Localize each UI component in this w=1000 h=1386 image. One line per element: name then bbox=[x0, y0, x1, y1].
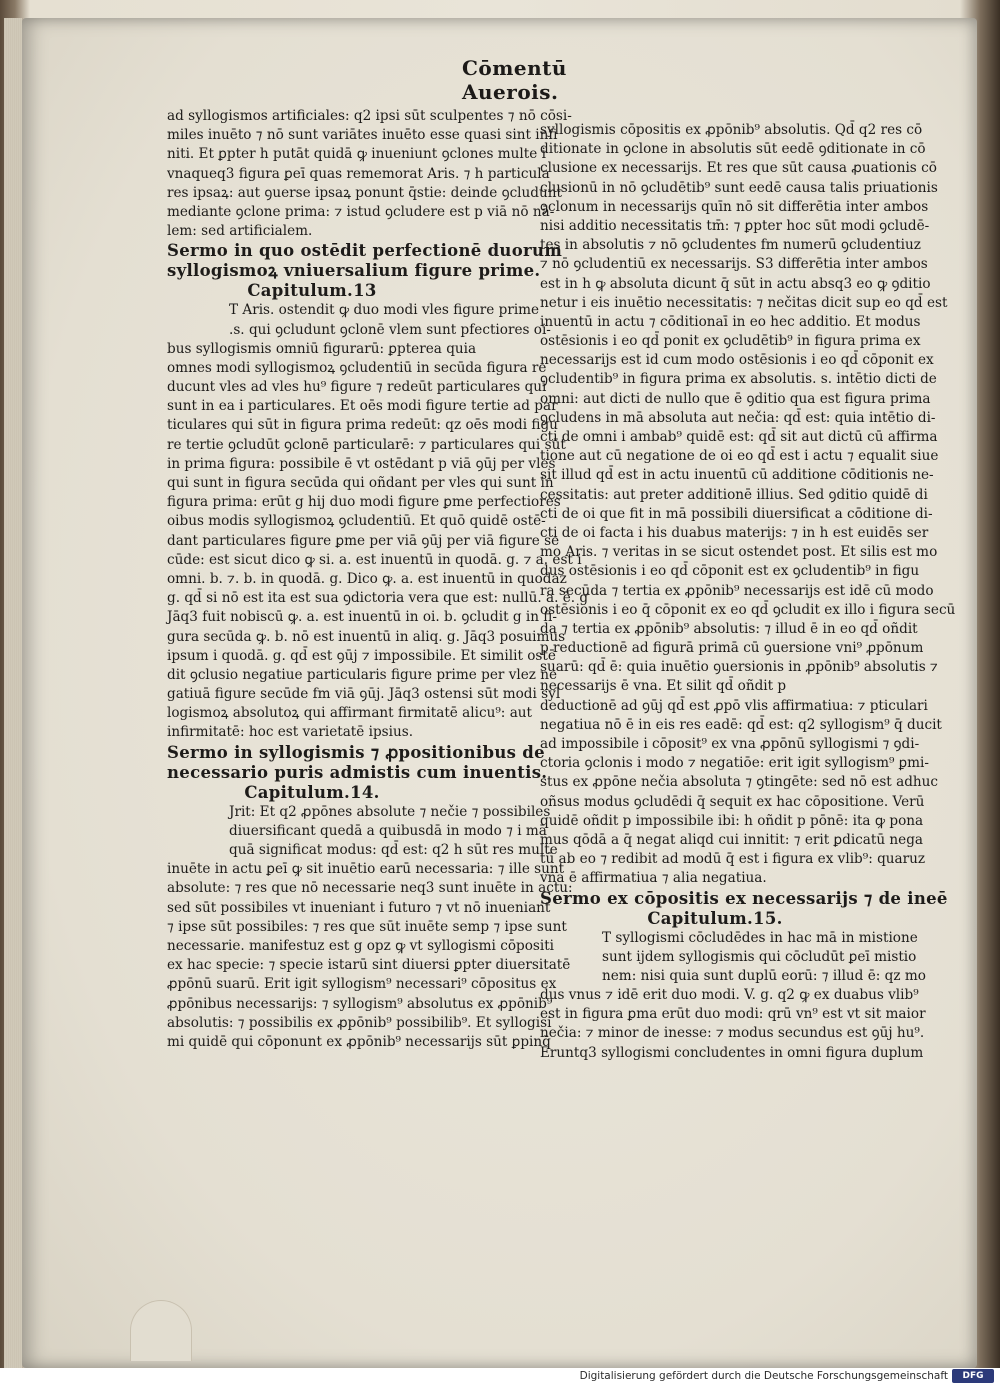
text-line: tione aut cū negatione de oi eo qd̄ est i actu ⁊ equalit siue bbox=[540, 448, 939, 465]
text-line: diuersificant quedā a quibusdā in modo ⁊ i mā bbox=[229, 822, 547, 839]
text-line: ꝯcludens in mā absoluta aut nečia: qd̄ est: quia intētio di- bbox=[540, 409, 936, 426]
text-line: mus qōdā a q̄ negat aliqd cui innitit: ⁊ erit ꝑdicatū nega bbox=[540, 831, 924, 848]
text-line: ostēsionis i eo qd̄ ponit ex ꝯcludētib⁹ in figura prima ex bbox=[540, 333, 921, 350]
text-line: g. qd̄ si nō est ita est sua ꝯdictoria vera que est: nullū. a. ē. g bbox=[167, 590, 589, 607]
text-line: mi quidē qui cōponunt ex ꝓpōnib⁹ necessarijs sūt ꝑpinq̄ bbox=[167, 1033, 551, 1050]
text-line: cti de oi que fit in mā possibili diuersificat a cōditione di- bbox=[540, 505, 933, 522]
text-line: dit ꝯclusio negatiue particularis figure prime per vlez ne bbox=[167, 666, 558, 683]
text-line: T Aris. ostendit ꝙ duo modi vles figure prime bbox=[229, 302, 540, 319]
text-line: quidē oñdit p impossibile ibi: h oñdit p pōnē: ita ꝙ pona bbox=[540, 812, 924, 829]
section-heading-line: Sermo in syllogismis ⁊ ꝓpositionibus de bbox=[167, 742, 545, 762]
text-line: deductionē ad ꝯūj qd̄ est ꝓpō vlis affirmatiua: ⁊ pticulari bbox=[540, 697, 928, 714]
text-line: figura prima: erūt g hij duo modi figure ꝑme perfectiores bbox=[167, 494, 561, 511]
text-line: inuēte in actu ꝑeī ꝙ sit inuētio earū necessaria: ⁊ ille sunt bbox=[167, 861, 565, 878]
text-line: nečia: ⁊ minor de inesse: ⁊ modus secundus est ꝯūj hu⁹. bbox=[540, 1025, 925, 1042]
chapter-label: Capitulum.14. bbox=[244, 782, 380, 802]
text-line: Jrit: Et q2 ꝓpōnes absolute ⁊ nečie ⁊ possibiles bbox=[229, 803, 551, 820]
text-line: ꝯclonum in necessarijs quīn nō sit differētia inter ambos bbox=[540, 198, 929, 215]
text-line: necessarijs est id cum modo ostēsionis i eo qd̄ cōponit ex bbox=[540, 352, 934, 369]
text-line: stus ex ꝓpōne nečia absoluta ⁊ ꝯtingēte: sed nō est adhuc bbox=[540, 774, 939, 791]
text-line: niti. Et ꝑpter h putāt quidā ꝙ inueniunt ꝯclones multe i bbox=[167, 146, 546, 163]
text-line: est in h ꝙ absoluta dicunt q̄ sūt in actu absq3 eo ꝙ ꝯditio bbox=[540, 275, 931, 292]
section-heading-line: Sermo in quo ostēdit perfectionē duorum bbox=[167, 241, 563, 261]
section-heading-line: Sermo ex cōpositis ex necessarijs ⁊ de ineē bbox=[540, 888, 948, 908]
text-line: Jāq3 fuit nobiscū ꝙ. a. est inuentū in oi. b. ꝯcludit g in fi- bbox=[167, 609, 557, 626]
text-line: dus vnus ⁊ idē erit duo modi. V. g. q2 ꝙ ex duabus vlib⁹ bbox=[540, 987, 919, 1004]
text-line: logismoꝝ absolutoꝝ qui affirmant firmitatē alicu⁹: aut bbox=[167, 705, 533, 722]
text-line: ctoria ꝯclonis i modo ⁊ negatiōe: erit igit syllogism⁹ ꝑmi- bbox=[540, 755, 929, 772]
text-line: lem: sed artificialem. bbox=[167, 223, 313, 240]
text-line: oibus modis syllogismoꝝ ꝯcludentiū. Et quō quidē ostē- bbox=[167, 513, 546, 530]
text-line: sunt ijdem syllogismis qui cōcludūt ꝑeī mistio bbox=[602, 948, 917, 965]
text-line: suarū: qd̄ ē: quia inuētio ꝯuersionis in ꝓpōnib⁹ absolutis ⁊ bbox=[540, 659, 938, 676]
text-line: ad syllogismos artificiales: q2 ipsi sūt sculpentes ⁊ nō cōsi- bbox=[167, 108, 572, 124]
right-paragraph-2 bbox=[540, 929, 926, 1063]
text-line: necessarijs ē vna. Et silit qd̄ oñdit p bbox=[540, 678, 787, 695]
text-line: cti de oi facta i his duabus materijs: ⁊ in h est euidēs ser bbox=[540, 524, 929, 541]
text-line: p reductionē ad figurā primā cū ꝯuersione vni⁹ ꝓpōnum bbox=[540, 640, 924, 657]
text-line: absolute: ⁊ res que nō necessarie neq3 sunt inuēte in actu: bbox=[167, 880, 573, 897]
text-line: sed sūt possibiles vt inueniant i futuro ⁊ vt nō inueniant bbox=[167, 899, 551, 916]
text-line: necessarie. manifestuz est g opz ꝙ vt syllogismi cōpositi bbox=[167, 937, 555, 954]
text-line: omni: aut dicti de nullo que ē ꝯditio qua est figura prima bbox=[540, 390, 931, 407]
text-line: ostēsionis i eo q̄ cōponit ex eo qd̄ ꝯcludit ex illo i figura secū bbox=[540, 601, 956, 618]
text-line: tes in absolutis ⁊ nō ꝯcludentes fm numerū ꝯcludentiuz bbox=[540, 237, 921, 254]
text-line: res ipsaꝝ: aut ꝯuerse ipsaꝝ ponunt q̄stie: deinde ꝯcludunt bbox=[167, 184, 562, 201]
funding-credit: Digitalisierung gefördert durch die Deutsche Forschungsgemeinschaft bbox=[579, 1370, 948, 1382]
text-line: bus syllogismis omniū figurarū: ꝑpterea quia bbox=[167, 340, 477, 357]
text-line: qui sunt in figura secūda qui oñdant per vles qui sunt in bbox=[167, 475, 554, 491]
text-line: omnes modi syllogismoꝝ ꝯcludentiū in secūda figura re bbox=[167, 359, 547, 376]
text-line: dant particulares figure ꝑme per viā ꝯūj per viā figure se bbox=[167, 532, 560, 549]
text-line: absolutis: ⁊ possibilis ex ꝓpōnib⁹ possibilib⁹. Et syllogisi bbox=[167, 1014, 552, 1031]
text-line: ducunt vles ad vles hu⁹ figure ⁊ redeūt particulares qui bbox=[167, 379, 547, 396]
text-line: nisi additio necessitatis tm̄: ⁊ ꝑpter hoc sūt modi ꝯcludē- bbox=[540, 217, 930, 234]
text-line: ⁊ ipse sūt possibiles: ⁊ res que sūt inuēte semp ⁊ ipse sunt bbox=[167, 918, 567, 935]
text-line: inuentū in actu ⁊ cōditionaī in eo hec additio. Et modus bbox=[540, 313, 921, 330]
text-line: clusione ex necessarijs. Et res que sūt causa ꝓuationis cō bbox=[540, 160, 937, 177]
text-line: omni. b. ⁊. b. in quodā. g. Dico ꝙ. a. est inuentū in quodaz bbox=[167, 570, 567, 587]
text-line: gatiuā figure secūde fm viā ꝯūj. Jāq3 ostensi sūt modi syl bbox=[167, 686, 561, 703]
text-line: re tertie ꝯcludūt ꝯclonē particularē: ⁊ particulares qui sūt bbox=[167, 436, 566, 453]
text-line: ꝯcludentib⁹ in figura prima ex absolutis. s. intētio dicti de bbox=[540, 371, 937, 388]
text-line: vnaqueq3 figura ꝑeī quas rememorat Aris. ⁊ h particula bbox=[167, 165, 550, 182]
text-line: mo Aris. ⁊ veritas in se sicut ostendet post. Et silis est mo bbox=[540, 544, 938, 561]
text-line: .s. qui ꝯcludunt ꝯclonē vlem sunt pfectiores oi- bbox=[229, 321, 551, 338]
left-paragraph-1 bbox=[167, 107, 572, 241]
right-paragraph-1 bbox=[540, 121, 956, 889]
text-line: cūde: est sicut dico ꝙ si. a. est inuentū in quodā. g. ⁊ a. est i bbox=[167, 551, 582, 568]
running-head: Cōmentū Auerois. bbox=[462, 56, 567, 104]
right-column bbox=[540, 121, 956, 1063]
text-line: tū ab eo ⁊ redibit ad modū q̄ est i figura ex vlib⁹: quaruz bbox=[540, 851, 926, 868]
text-line: clusionū in nō ꝯcludētib⁹ sunt eedē causa talis priuationis bbox=[540, 179, 938, 196]
text-line: ⁊ nō ꝯcludentiū ex necessarijs. S3 differētia inter ambos bbox=[540, 256, 928, 273]
text-line: in prima figura: possibile ē vt ostēdant p viā ꝯūj per vles bbox=[167, 455, 556, 472]
section-heading-line: syllogismoꝝ vniuersalium figure prime. bbox=[167, 261, 541, 281]
dfg-logo: DFG bbox=[952, 1369, 994, 1383]
text-line: quā significat modus: qd̄ est: q2 h sūt res multe bbox=[229, 842, 558, 858]
chapter-label: Capitulum.13 bbox=[247, 281, 377, 301]
text-line: da ⁊ tertia ex ꝓpōnib⁹ absolutis: ⁊ illud ē in eo qd̄ oñdit bbox=[540, 620, 918, 637]
text-line: ꝓpōnū suarū. Erit igit syllogism⁹ necessari⁹ cōpositus ex bbox=[167, 976, 557, 993]
text-line: Eruntq3 syllogismi concludentes in omni figura duplum bbox=[540, 1044, 924, 1061]
chapter-label: Capitulum.15. bbox=[647, 908, 783, 928]
text-line: ditionate in ꝯclone in absolutis sūt eedē ꝯditionate in cō bbox=[540, 141, 926, 158]
text-line: sit illud qd̄ est in actu inuentū cū additione cōditionis ne- bbox=[540, 467, 934, 484]
text-line: miles inuēto ⁊ nō sunt variātes inuēto esse quasi sint infi bbox=[167, 127, 558, 144]
text-line: nem: nisi quia sunt duplū eorū: ⁊ illud ē: qz mo bbox=[602, 967, 926, 984]
section-heading-line: necessario puris admistis cum inuentis. bbox=[167, 762, 548, 782]
text-line: ticulares qui sūt in figura prima redeūt: qz oēs modi figu bbox=[167, 417, 558, 434]
text-line: dus ostēsionis i eo qd̄ cōponit est ex ꝯcludentib⁹ in figu bbox=[540, 563, 920, 580]
page-fold bbox=[130, 1300, 192, 1361]
text-line: negatiua nō ē in eis res eadē: qd̄ est: q2 syllogism⁹ q̄ ducit bbox=[540, 716, 942, 733]
left-paragraph-3 bbox=[167, 803, 573, 1052]
text-line: cti de omni i ambab⁹ quidē est: qd̄ sit aut dictū cū affirma bbox=[540, 429, 938, 445]
text-line: ra secūda ⁊ tertia ex ꝓpōnib⁹ necessarijs est idē cū modo bbox=[540, 582, 934, 599]
text-line: vna ē affirmatiua ⁊ alia negatiua. bbox=[540, 870, 767, 887]
text-line: syllogismis cōpositis ex ꝓpōnib⁹ absolutis. Qd̄ q2 res cō bbox=[540, 122, 923, 138]
left-paragraph-2 bbox=[167, 301, 589, 742]
text-line: oñsus modus ꝯcludēdi q̄ sequit ex hac cōpositione. Verū bbox=[540, 793, 925, 810]
page-edges bbox=[4, 18, 22, 1368]
text-line: est in figura ꝑma erūt duo modi: qrū vn⁹ est vt sit maior bbox=[540, 1006, 926, 1023]
text-line: ipsum i quodā. g. qd̄ est ꝯūj ⁊ impossibile. Et similit ostē bbox=[167, 647, 556, 664]
text-line: mediante ꝯclone prima: ⁊ istud ꝯcludere est p viā nō nā- bbox=[167, 203, 555, 220]
text-line: ad impossibile i cōposit⁹ ex vna ꝓpōnū syllogismi ⁊ ꝯdi- bbox=[540, 736, 920, 752]
text-line: ex hac specie: ⁊ specie istarū sint diuersi ꝑpter diuersitatē bbox=[167, 957, 571, 974]
text-line: ꝓpōnibus necessarijs: ⁊ syllogism⁹ absolutus ex ꝓpōnib⁹ bbox=[167, 995, 553, 1012]
text-line: netur i eis inuētio necessitatis: ⁊ nečitas dicit sup eo qd̄ est bbox=[540, 294, 948, 311]
text-line: cessitatis: aut preter additionē illius. Sed ꝯditio quidē di bbox=[540, 486, 928, 503]
text-line: sunt in ea i particulares. Et oēs modi figure tertie ad par bbox=[167, 398, 558, 415]
text-line: T syllogismi cōcludēdes in hac mā in mistione bbox=[602, 929, 918, 946]
left-column bbox=[167, 107, 589, 1052]
text-line: gura secūda ꝙ. b. nō est inuentū in aliq. g. Jāq3 posuimus bbox=[167, 628, 566, 645]
text-line: infirmitatē: hoc est varietatē ipsius. bbox=[167, 724, 414, 741]
